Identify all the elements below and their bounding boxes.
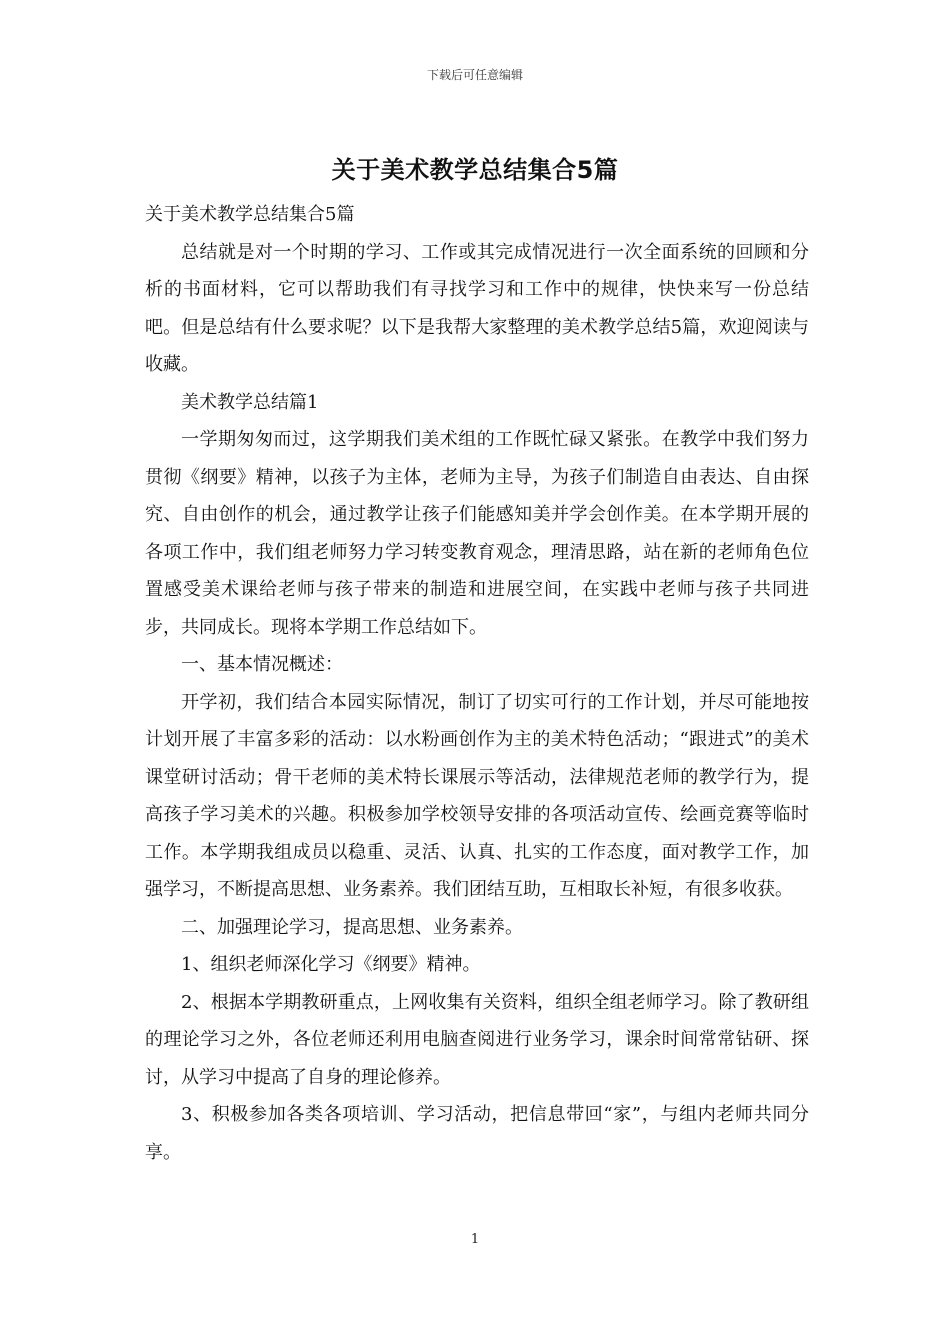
paragraph-basic-situation: 开学初，我们结合本园实际情况，制订了切实可行的工作计划，并尽可能地按计划开展了丰富多彩的活动：以水粉画创作为主的美术特色活动；“跟进式”的美术课堂研讨活动；骨干老师的美术特长课展示等活动，法律规范老师的教学行为，提高孩子学习美术的兴趣。积极参加学校领导安排的各项活动宣传、绘画竞赛等临时工作。本学期我组成员以稳重、灵活、认真、扎实的工作态度，面对教学工作，加强学习，不断提高思想、业务素养。我们团结互助，互相取长补短，有很多收获。 [145, 691, 809, 900]
header-note: 下载后可任意编辑 [426, 68, 523, 82]
page-number: 1 [470, 1232, 480, 1247]
list-item-3: 3、积极参加各类各项培训、学习活动，把信息带回“家”，与组内老师共同分享。 [145, 1104, 809, 1163]
section-heading-article-1: 美术教学总结篇1 [181, 391, 319, 413]
document-title: 关于美术教学总结集合5篇 [331, 156, 619, 184]
section-heading-theory-study: 二、加强理论学习，提高思想、业务素养。 [181, 916, 523, 938]
list-item-2: 2、根据本学期教研重点，上网收集有关资料，组织全组老师学习。除了教研组的理论学习之外，各位老师还利用电脑查阅进行业务学习，课余时间常常钻研、探讨，从学习中提高了自身的理论修养。 [145, 991, 809, 1088]
section-heading-basic-situation: 一、基本情况概述： [181, 654, 343, 675]
paragraph-intro: 总结就是对一个时期的学习、工作或其完成情况进行一次全面系统的回顾和分析的书面材料，它可以帮助我们有寻找学习和工作中的规律，快快来写一份总结吧。但是总结有什么要求呢？以下是我帮大家整理的美术教学总结5篇，欢迎阅读与收藏。 [145, 241, 809, 375]
paragraph-semester-overview: 一学期匆匆而过，这学期我们美术组的工作既忙碌又紧张。在教学中我们努力贯彻《纲要》精神，以孩子为主体，老师为主导，为孩子们制造自由表达、自由探究、自由创作的机会，通过教学让孩子们能感知美并学会创作美。在本学期开展的各项工作中，我们组老师努力学习转变教育观念，理清思路，站在新的老师角色位置感受美术课给老师与孩子带来的制造和进展空间，在实践中老师与孩子共同进步，共同成长。现将本学期工作总结如下。 [145, 429, 809, 638]
document-subtitle: 关于美术教学总结集合5篇 [145, 204, 355, 225]
document-body [145, 196, 809, 1171]
list-item-1: 1、组织老师深化学习《纲要》精神。 [181, 954, 481, 975]
